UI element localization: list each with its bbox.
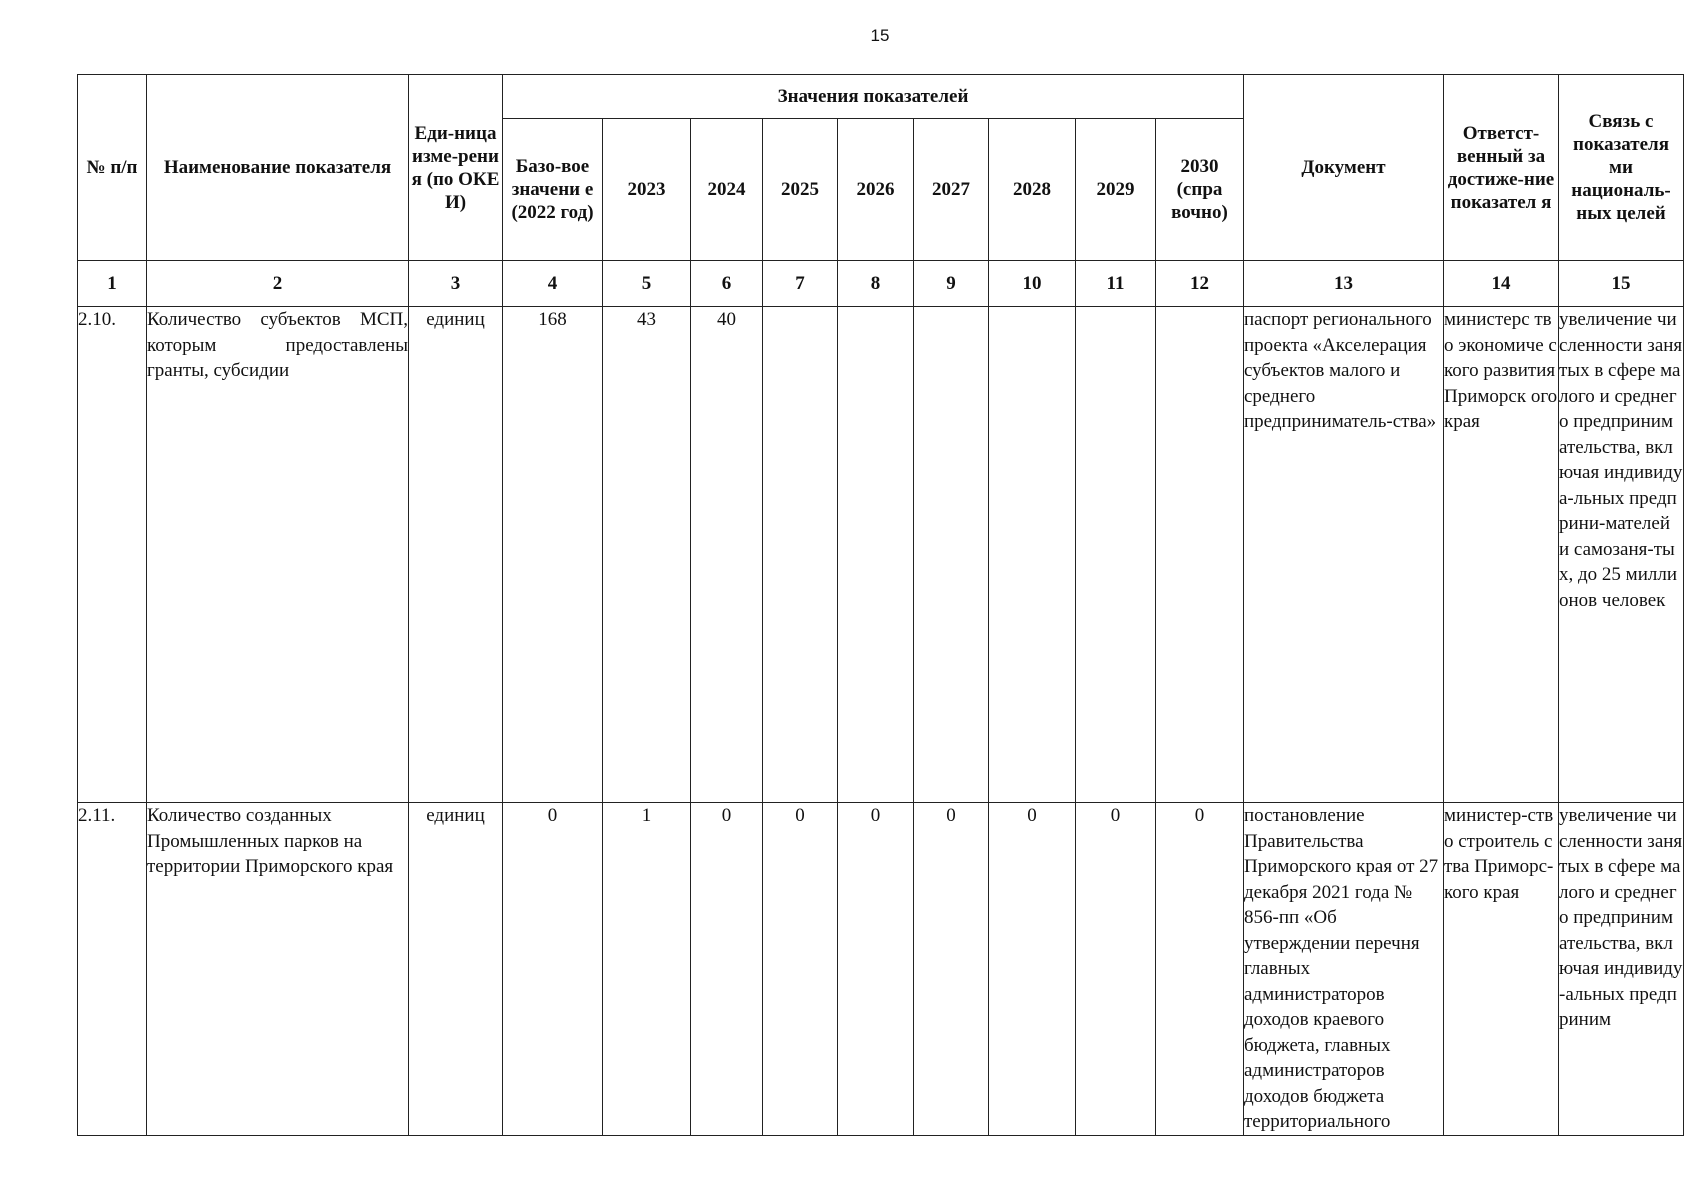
column-number: 3 [409,261,503,307]
year-value: 0 [914,803,989,1136]
column-number: 2 [147,261,409,307]
header-num: № п/п [78,75,147,261]
base-value: 0 [503,803,603,1136]
row-number: 2.11. [78,803,147,1136]
national-goal-link: увеличение численности занятых в сфере малого и среднего предприним ательства, включая индивиду-альных предприним [1559,803,1684,1136]
year-value: 0 [838,803,914,1136]
column-number: 15 [1559,261,1684,307]
table-row [78,803,1684,1136]
year-value [1076,307,1156,803]
header-year: 2023 [603,119,691,261]
column-number: 1 [78,261,147,307]
column-number: 13 [1244,261,1444,307]
column-number: 12 [1156,261,1244,307]
column-number: 4 [503,261,603,307]
year-value [838,307,914,803]
year-value [989,307,1076,803]
year-value: 0 [763,803,838,1136]
column-number: 7 [763,261,838,307]
header-year: 2030 (спра вочно) [1156,119,1244,261]
column-number: 6 [691,261,763,307]
year-value [763,307,838,803]
year-value [1156,307,1244,803]
header-values-group: Значения показателей [503,75,1244,119]
year-value: 0 [691,803,763,1136]
column-number: 14 [1444,261,1559,307]
header-responsible: Ответст-венный за достиже-ние показател я [1444,75,1559,261]
header-year: 2028 [989,119,1076,261]
year-value [914,307,989,803]
document: паспорт регионального проекта «Акселерация субъектов малого и среднего предприниматель-ства» [1244,307,1444,803]
unit: единиц [409,803,503,1136]
table-row [78,307,1684,803]
header-year: 2026 [838,119,914,261]
column-number: 8 [838,261,914,307]
column-number: 5 [603,261,691,307]
row-number: 2.10. [78,307,147,803]
base-value: 168 [503,307,603,803]
document: постановление Правительства Приморского края от 27 декабря 2021 года № 856-пп «Об утверждении перечня главных администраторов доходов краевого бюджета, главных администраторов доходов бюджета территориального [1244,803,1444,1136]
header-base-value: Базо-вое значени е (2022 год) [503,119,603,261]
indicator-name: Количество созданных Промышленных парков на территории Приморского края [147,803,409,1136]
page-number: 15 [870,26,890,45]
year-value: 0 [1156,803,1244,1136]
column-number: 9 [914,261,989,307]
header-year: 2029 [1076,119,1156,261]
header-link-national-goals: Связь с показателя ми националь-ных целей [1559,75,1684,261]
national-goal-link: увеличение численности занятых в сфере малого и среднего предприним ательства, включая индивидуа-льных предприни-мателей и самозаня-тых, до 25 миллионов человек [1559,307,1684,803]
indicator-name: Количество субъектов МСП, которым предоставлены гранты, субсидии [147,307,409,803]
header-year: 2027 [914,119,989,261]
column-number: 11 [1076,261,1156,307]
year-value: 1 [603,803,691,1136]
header-document: Документ [1244,75,1444,261]
header-row-group [78,75,1684,119]
header-unit: Еди-ница изме-рения (по ОКЕИ) [409,75,503,261]
year-value: 40 [691,307,763,803]
column-number: 10 [989,261,1076,307]
header-year: 2025 [763,119,838,261]
header-year: 2024 [691,119,763,261]
responsible: министерс тво экономиче ского развития Приморск ого края [1444,307,1559,803]
header-indicator-name: Наименование показателя [147,75,409,261]
column-numbers-row [78,261,1684,307]
year-value: 0 [1076,803,1156,1136]
unit: единиц [409,307,503,803]
year-value: 0 [989,803,1076,1136]
indicators-table [77,74,1684,1136]
year-value: 43 [603,307,691,803]
responsible: министер-ство строитель ства Приморс-кого края [1444,803,1559,1136]
